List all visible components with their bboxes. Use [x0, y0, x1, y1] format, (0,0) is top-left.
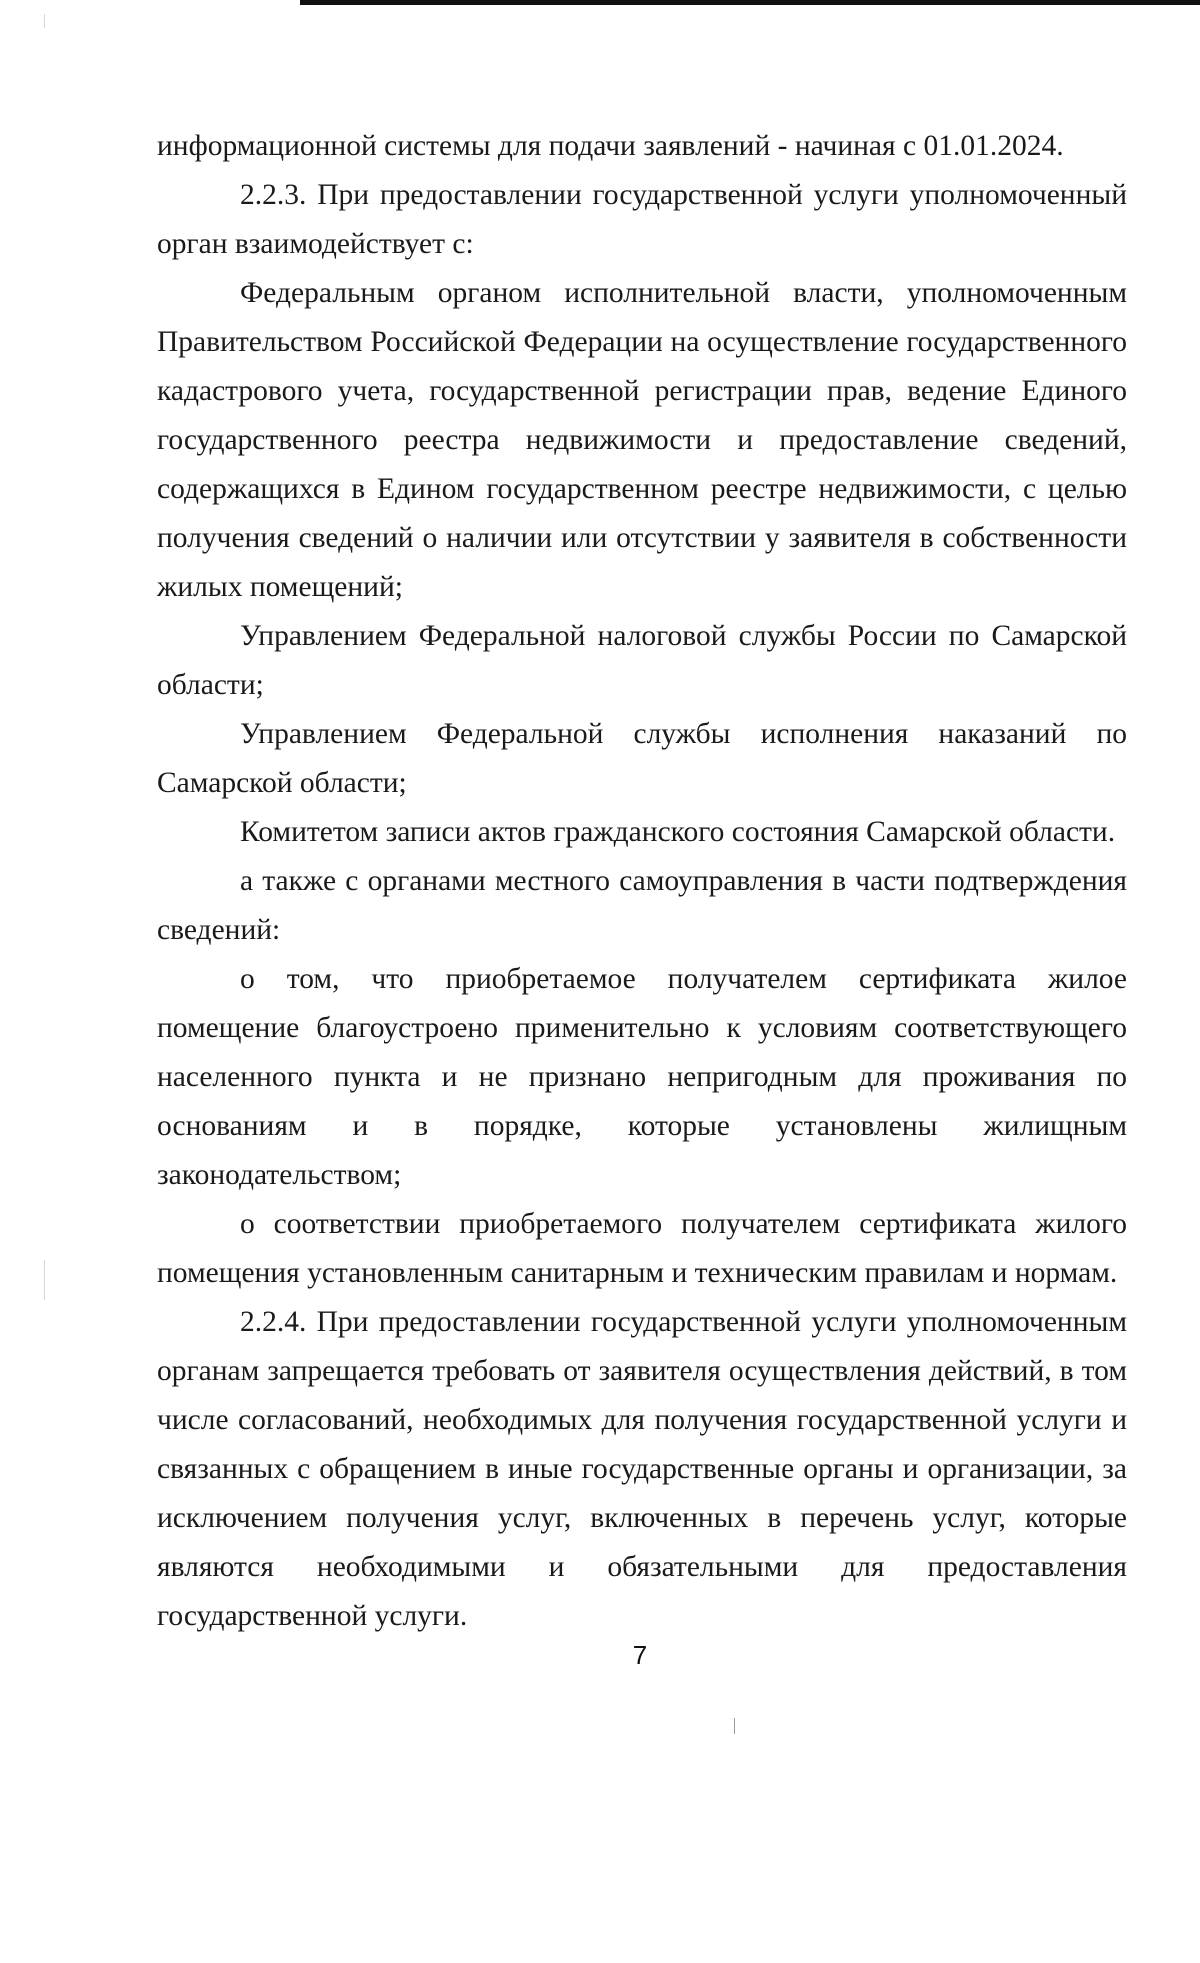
paragraph-penal-service: Управлением Федеральной службы исполнения наказаний по Самарской области; [157, 718, 1127, 799]
scan-mark [734, 1718, 735, 1734]
scan-edge-mark [44, 14, 45, 28]
paragraph-local-government: а также с органами местного самоуправления в части подтверждения сведений: [157, 865, 1127, 946]
paragraph-housing-improvement: о том, что приобретаемое получателем сертификата жилое помещение благоустроено применительно к условиям соответствующего населенного пункта и не признано непригодным для проживания по основаниям и в порядке, которые установлены жилищным законодательством; [157, 963, 1127, 1191]
paragraph-sanitary-compliance: о соответствии приобретаемого получателем сертификата жилого помещения установленным санитарным и техническим правилам и нормам. [157, 1208, 1127, 1289]
paragraph-civil-registry: Комитетом записи актов гражданского состояния Самарской области. [240, 816, 1116, 848]
paragraph-federal-authority: Федеральным органом исполнительной власти, уполномоченным Правительством Российской Федерации на осуществление государственного кадастрового учета, государственной регистрации прав, ведение Единого государственного реестра недвижимости и предоставление сведений, содержащихся в Едином государственном реестре недвижимости, с целью получения сведений о наличии или отсутствии у заявителя в собственности жилых помещений; [157, 277, 1127, 603]
scan-top-edge-line [300, 0, 1200, 5]
paragraph-2-2-3: 2.2.3. При предоставлении государственной услуги уполномоченный орган взаимодействует с: [157, 179, 1127, 260]
page-number: 7 [632, 1640, 648, 1670]
paragraph-continuation: информационной системы для подачи заявлений - начиная с 01.01.2024. [157, 130, 1064, 162]
paragraph-2-2-4: 2.2.4. При предоставлении государственной услуги уполномоченным органам запрещается требовать от заявителя осуществления действий, в том числе согласований, необходимых для получения государственной услуги и связанных с обращением в иные государственные органы и организации, за исключением получения услуг, включенных в перечень услуг, которые являются необходимыми и обязательными для предоставления государственной услуги. [157, 1306, 1127, 1632]
document-body [157, 122, 1127, 1641]
scan-edge-mark [44, 1260, 45, 1300]
paragraph-tax-service: Управлением Федеральной налоговой службы России по Самарской области; [157, 620, 1127, 701]
